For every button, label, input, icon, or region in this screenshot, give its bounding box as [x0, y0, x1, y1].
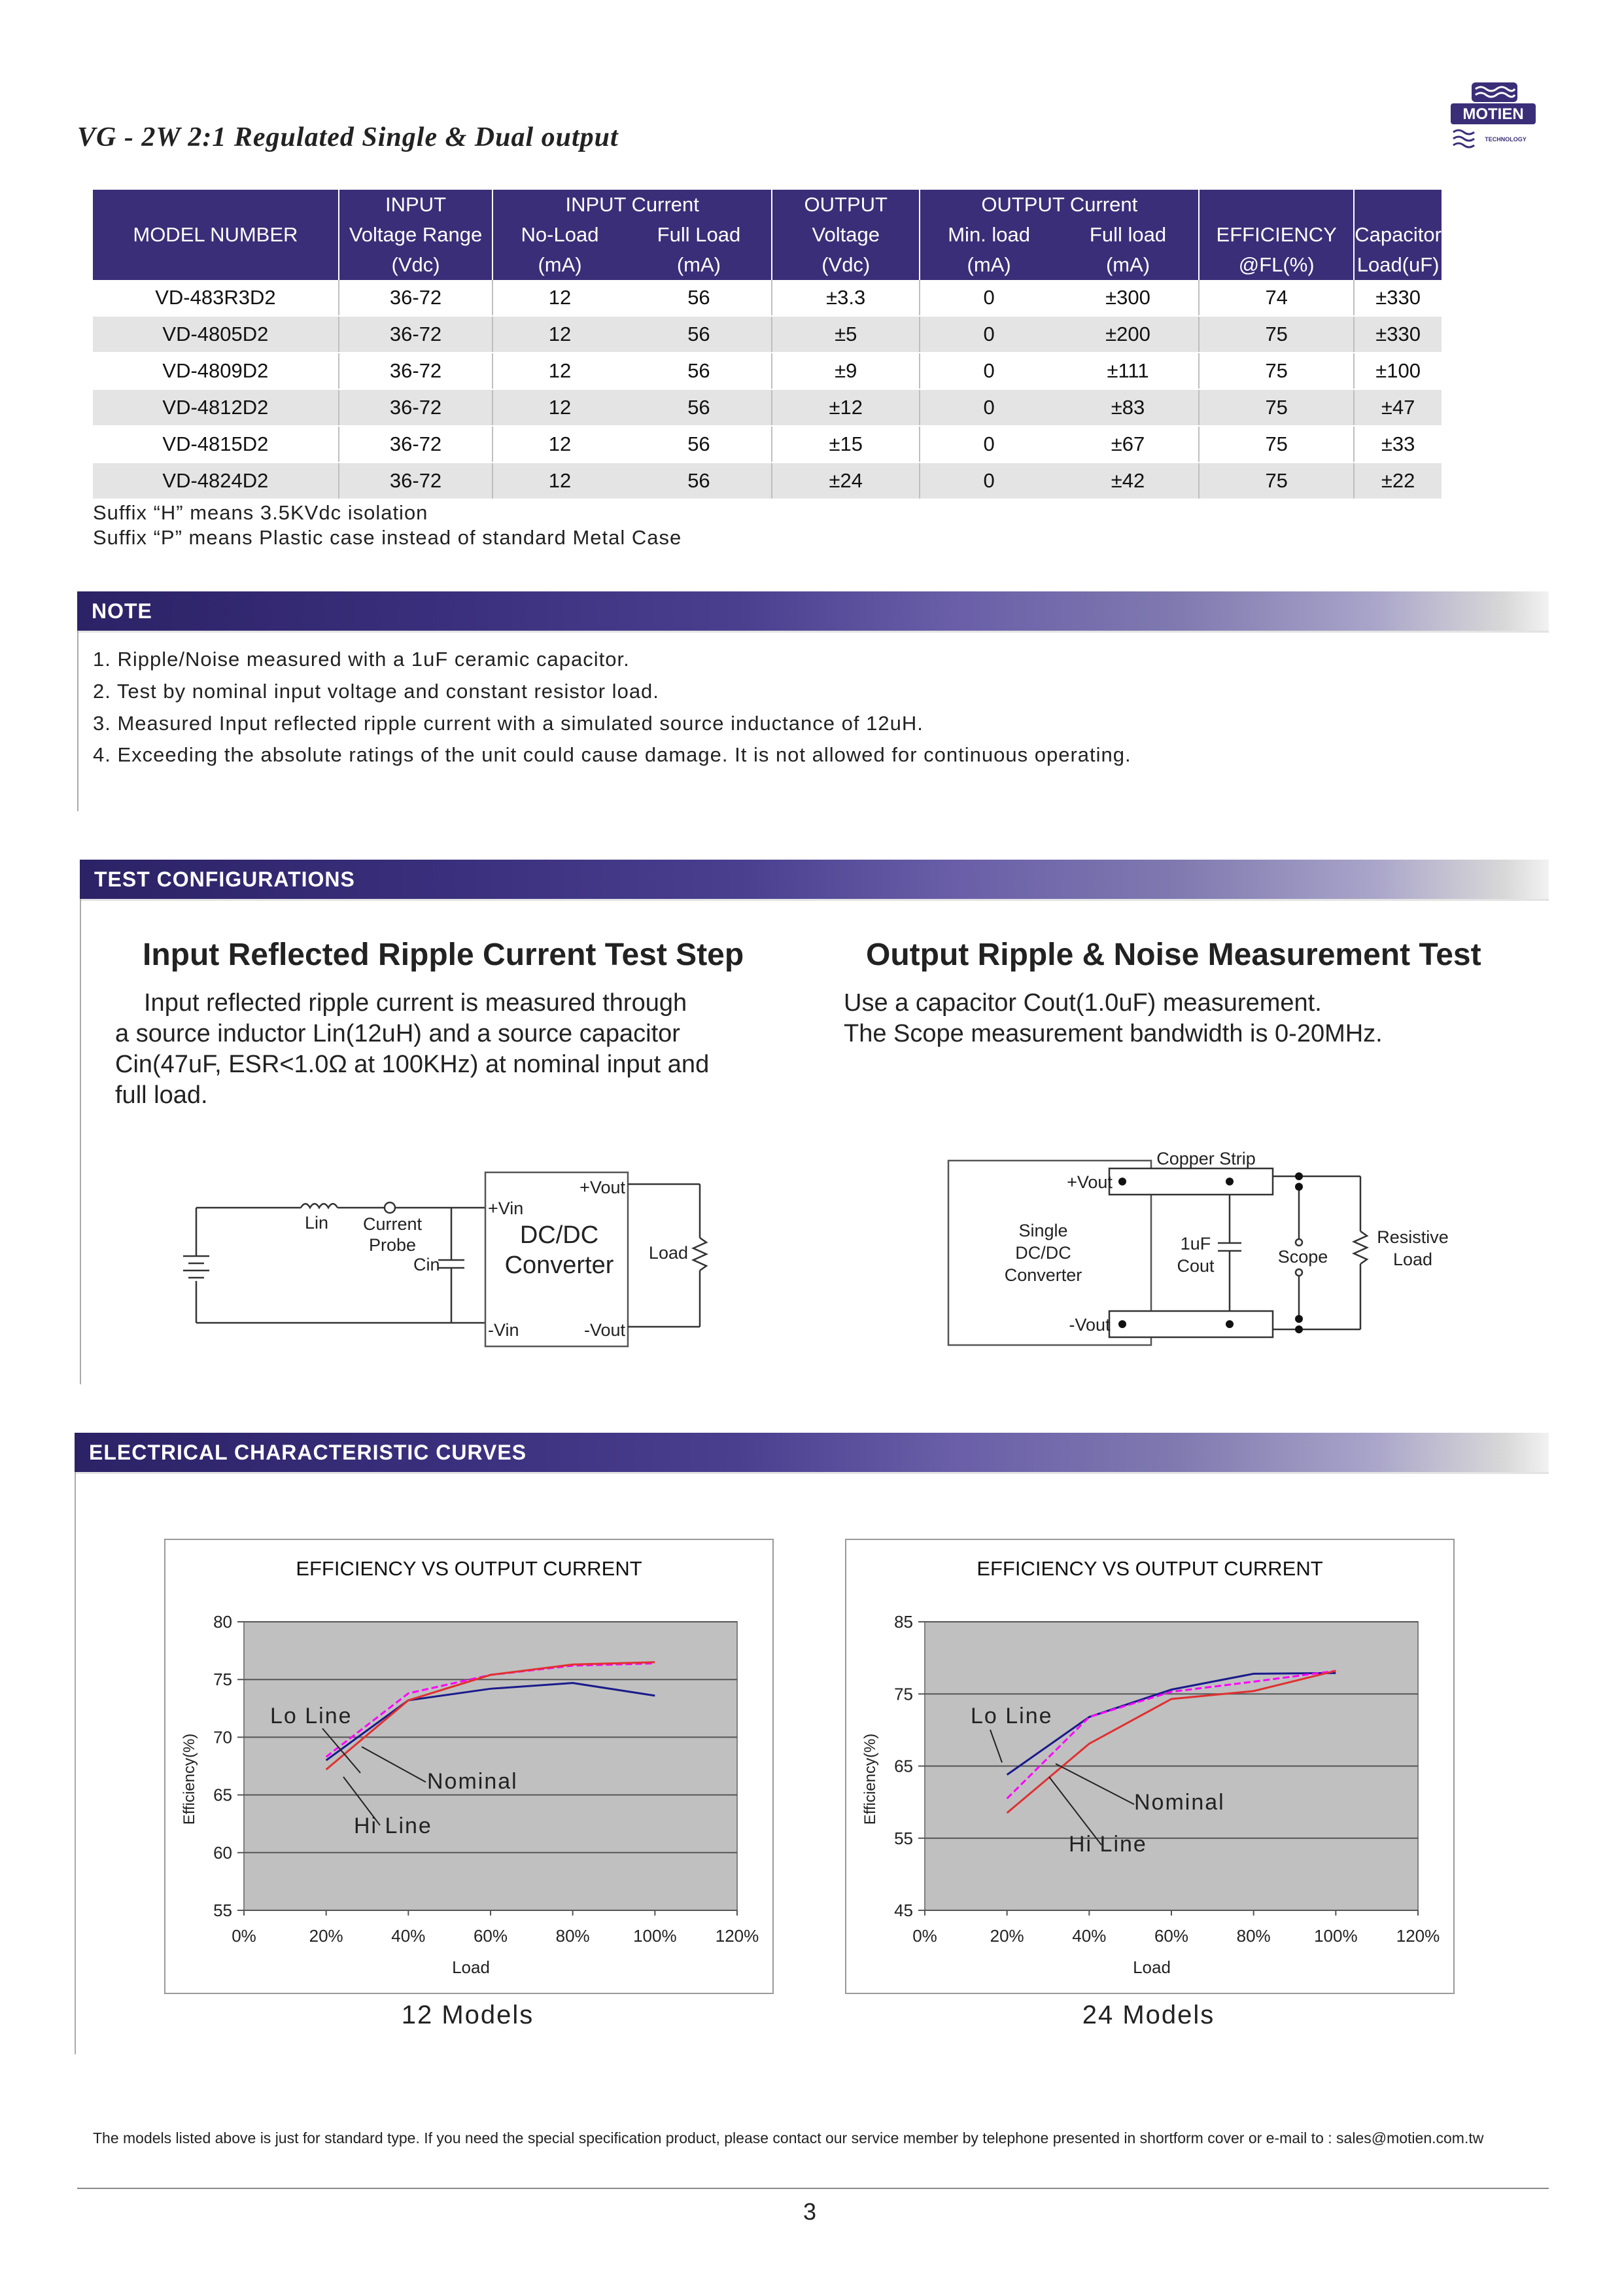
col-unit-efficiency: @FL(%): [1199, 250, 1354, 280]
table-row: [93, 426, 1442, 463]
svg-text:-Vout: -Vout: [583, 1320, 625, 1340]
table-cell: 36-72: [339, 389, 492, 426]
table-cell: ±15: [772, 426, 920, 463]
suffix-p-note: Suffix “P” means Plastic case instead of standard Metal Case: [93, 526, 682, 549]
note-item-3: 3. Measured Input reflected ripple current with a simulated source inductance of 12uH.: [93, 712, 924, 735]
ripple-noise-heading: Output Ripple & Noise Measurement Test: [866, 937, 1481, 972]
model-number-cell: VD-4812D2: [93, 389, 339, 426]
x-tick-label: 20%: [990, 1926, 1024, 1946]
svg-text:Converter: Converter: [1004, 1265, 1082, 1285]
x-tick-label: 0%: [232, 1926, 256, 1946]
col-header-output: OUTPUT: [772, 190, 920, 220]
note-left-rule: [77, 631, 78, 811]
y-tick-label: 85: [894, 1612, 913, 1632]
svg-text:Cin: Cin: [413, 1255, 440, 1274]
svg-text:Load: Load: [648, 1243, 688, 1263]
x-tick-label: 120%: [1396, 1926, 1440, 1946]
table-cell: 12: [492, 426, 627, 463]
col-header-input: INPUT: [339, 190, 492, 220]
col-header-efficiency-blank: [1199, 190, 1354, 220]
svg-text:Copper Strip: Copper Strip: [1156, 1149, 1256, 1168]
table-cell: 12: [492, 353, 627, 389]
svg-text:Resistive: Resistive: [1377, 1227, 1449, 1247]
note-section-bar: [77, 591, 1549, 631]
col-header-model: MODEL NUMBER: [93, 190, 339, 280]
curves-section-bar: [75, 1433, 1549, 1472]
y-tick-label: 45: [894, 1901, 913, 1920]
col-unit-input: (Vdc): [339, 250, 492, 280]
svg-text:Cout: Cout: [1177, 1256, 1215, 1276]
col-header-input-current: INPUT Current: [492, 190, 772, 220]
y-tick-label: 65: [894, 1756, 913, 1776]
annotation-label: Lo Line: [270, 1704, 353, 1728]
test-config-left-rule: [80, 899, 81, 1384]
note-item-2: 2. Test by nominal input voltage and constant resistor load.: [93, 680, 659, 703]
table-cell: ±330: [1354, 316, 1442, 353]
table-cell: ±9: [772, 353, 920, 389]
load-resistor: [693, 1238, 706, 1270]
table-cell: 12: [492, 463, 627, 499]
y-tick-label: 75: [213, 1670, 232, 1690]
table-cell: 56: [627, 316, 772, 353]
document-title: VG - 2W 2:1 Regulated Single & Dual output: [77, 122, 619, 152]
model-number-cell: VD-4824D2: [93, 463, 339, 499]
table-header-row-1: [93, 190, 1442, 220]
table-cell: 75: [1199, 316, 1354, 353]
ripple-current-line-4: full load.: [115, 1081, 208, 1109]
svg-text:Converter: Converter: [504, 1252, 614, 1279]
suffix-h-note: Suffix “H” means 3.5KVdc isolation: [93, 501, 428, 524]
ripple-current-heading: Input Reflected Ripple Current Test Step: [143, 937, 744, 972]
svg-text:MOTIEN: MOTIEN: [1462, 105, 1524, 123]
model-number-cell: VD-4809D2: [93, 353, 339, 389]
svg-text:-Vin: -Vin: [488, 1320, 519, 1340]
svg-text:Probe: Probe: [368, 1235, 417, 1255]
x-tick-label: 60%: [473, 1926, 508, 1946]
col-unit-noload: (mA): [492, 250, 627, 280]
table-cell: 36-72: [339, 463, 492, 499]
y-axis-label: Efficiency(%): [181, 1733, 198, 1825]
table-cell: 36-72: [339, 353, 492, 389]
ripple-noise-line-1: Use a capacitor Cout(1.0uF) measurement.: [844, 989, 1322, 1017]
svg-text:DC/DC: DC/DC: [519, 1221, 599, 1249]
annotation-label: Hi Line: [354, 1813, 432, 1838]
svg-text:Lin: Lin: [305, 1213, 329, 1233]
table-row: [93, 353, 1442, 389]
footer-note: The models listed above is just for standard type. If you need the special specification product, please contact our service member by telephone presented in shortform cover or e-mail to : sales@motien.com.tw: [93, 2129, 1484, 2146]
table-cell: 56: [627, 353, 772, 389]
test-config-divider: [80, 899, 1549, 901]
test-config-title: TEST CONFIGURATIONS: [94, 867, 355, 891]
table-cell: 75: [1199, 353, 1354, 389]
x-tick-label: 20%: [309, 1926, 343, 1946]
col-header-efficiency: EFFICIENCY: [1199, 220, 1354, 250]
svg-text:DC/DC: DC/DC: [1015, 1243, 1071, 1263]
col-unit-output-fullload: (mA): [1058, 250, 1199, 280]
y-tick-label: 55: [894, 1828, 913, 1848]
col-header-voltage-range: Voltage Range: [339, 220, 492, 250]
chart-box-12-models: [164, 1539, 774, 1994]
col-header-noload: No-Load: [492, 220, 627, 250]
table-cell: 12: [492, 280, 627, 316]
col-unit-capacitor: Load(uF): [1354, 250, 1442, 280]
scope-probe-top: [1296, 1239, 1302, 1246]
ripple-current-line-2: a source inductor Lin(12uH) and a source capacitor: [115, 1020, 680, 1047]
resistive-load: [1354, 1231, 1367, 1264]
chart-title: EFFICIENCY VS OUTPUT CURRENT: [296, 1557, 642, 1580]
motien-logo: [1451, 79, 1536, 152]
table-cell: 56: [627, 389, 772, 426]
y-axis-label: Efficiency(%): [861, 1733, 879, 1825]
svg-text:TECHNOLOGY: TECHNOLOGY: [1485, 136, 1527, 143]
table-cell: 56: [627, 426, 772, 463]
y-tick-label: 60: [213, 1842, 232, 1863]
table-cell: 74: [1199, 280, 1354, 316]
ripple-current-line-3: Cin(47uF, ESR<1.0Ω at 100KHz) at nominal input and: [115, 1051, 710, 1078]
col-header-minload: Min. load: [920, 220, 1058, 250]
y-tick-label: 75: [894, 1684, 913, 1704]
table-cell: ±67: [1058, 426, 1199, 463]
plot-area: [244, 1622, 737, 1910]
table-cell: 56: [627, 463, 772, 499]
chart-title: EFFICIENCY VS OUTPUT CURRENT: [976, 1557, 1323, 1580]
svg-text:+Vout: +Vout: [579, 1178, 625, 1197]
model-number-cell: VD-4805D2: [93, 316, 339, 353]
chart-caption-12-models: 12 Models: [401, 2001, 534, 2029]
copper-strip-bottom: [1109, 1311, 1273, 1337]
annotation-label: Hi Line: [1069, 1832, 1147, 1857]
table-cell: ±111: [1058, 353, 1199, 389]
ripple-noise-circuit-diagram: [942, 1145, 1478, 1354]
table-cell: 0: [920, 389, 1058, 426]
table-cell: ±5: [772, 316, 920, 353]
col-header-output-fullload: Full load: [1058, 220, 1199, 250]
col-header-capacitor: Capacitor: [1354, 220, 1442, 250]
svg-text:1uF: 1uF: [1180, 1234, 1211, 1253]
x-tick-label: 100%: [633, 1926, 677, 1946]
chart-box-24-models: [845, 1539, 1455, 1994]
x-tick-label: 40%: [391, 1926, 426, 1946]
table-cell: ±3.3: [772, 280, 920, 316]
table-cell: ±200: [1058, 316, 1199, 353]
table-cell: 0: [920, 463, 1058, 499]
y-tick-label: 65: [213, 1785, 232, 1805]
table-cell: 12: [492, 316, 627, 353]
annotation-label: Nominal: [427, 1769, 518, 1794]
table-cell: 75: [1199, 463, 1354, 499]
x-tick-label: 80%: [1236, 1926, 1271, 1946]
table-cell: 75: [1199, 426, 1354, 463]
col-header-output-current: OUTPUT Current: [920, 190, 1199, 220]
svg-text:Single: Single: [1018, 1221, 1068, 1240]
scope-probe-bottom: [1296, 1269, 1302, 1276]
table-cell: 12: [492, 389, 627, 426]
current-probe: [385, 1202, 395, 1213]
note-item-4: 4. Exceeding the absolute ratings of the unit could cause damage. It is not allowed for continuous operating.: [93, 743, 1132, 766]
svg-text:Load: Load: [1392, 1250, 1433, 1269]
svg-text:-Vout: -Vout: [1069, 1315, 1111, 1335]
table-cell: ±22: [1354, 463, 1442, 499]
table-cell: 56: [627, 280, 772, 316]
spec-table: [93, 190, 1442, 500]
efficiency-chart-24-models: [846, 1540, 1453, 1993]
test-config-section-bar: [80, 860, 1549, 899]
table-cell: ±300: [1058, 280, 1199, 316]
table-cell: ±33: [1354, 426, 1442, 463]
col-header-fullload: Full Load: [627, 220, 772, 250]
x-tick-label: 100%: [1314, 1926, 1358, 1946]
svg-text:+Vin: +Vin: [488, 1199, 524, 1218]
table-cell: ±24: [772, 463, 920, 499]
col-unit-output: (Vdc): [772, 250, 920, 280]
col-unit-minload: (mA): [920, 250, 1058, 280]
ripple-noise-line-2: The Scope measurement bandwidth is 0-20MHz.: [844, 1020, 1383, 1047]
table-cell: 36-72: [339, 426, 492, 463]
page-number: 3: [803, 2198, 817, 2225]
table-cell: ±47: [1354, 389, 1442, 426]
table-cell: 0: [920, 280, 1058, 316]
table-cell: 36-72: [339, 280, 492, 316]
curves-divider: [75, 1472, 1549, 1474]
svg-text:Scope: Scope: [1277, 1247, 1328, 1267]
x-tick-label: 80%: [555, 1926, 590, 1946]
chart-caption-24-models: 24 Models: [1082, 2001, 1215, 2029]
x-axis-label: Load: [452, 1957, 490, 1977]
y-tick-label: 80: [213, 1612, 232, 1632]
table-row: [93, 280, 1442, 316]
y-tick-label: 55: [213, 1901, 232, 1920]
col-header-output-voltage: Voltage: [772, 220, 920, 250]
x-tick-label: 0%: [912, 1926, 937, 1946]
footer-rule: [77, 2188, 1549, 2189]
note-title: NOTE: [92, 599, 152, 623]
svg-text:Current: Current: [362, 1214, 423, 1234]
svg-text:+Vout: +Vout: [1067, 1172, 1113, 1192]
annotation-label: Nominal: [1134, 1790, 1225, 1815]
x-tick-label: 40%: [1072, 1926, 1107, 1946]
x-tick-label: 120%: [715, 1926, 759, 1946]
ripple-current-circuit-diagram: [177, 1151, 719, 1348]
ripple-current-line-1: Input reflected ripple current is measured through: [144, 989, 687, 1017]
table-row: [93, 389, 1442, 426]
table-cell: ±12: [772, 389, 920, 426]
col-unit-fullload: (mA): [627, 250, 772, 280]
ripple-noise-description: [844, 988, 1537, 1049]
table-cell: ±42: [1058, 463, 1199, 499]
table-cell: ±100: [1354, 353, 1442, 389]
table-cell: 0: [920, 316, 1058, 353]
table-cell: ±83: [1058, 389, 1199, 426]
curves-left-rule: [75, 1472, 76, 2054]
col-header-capacitor-blank: [1354, 190, 1442, 220]
table-row: [93, 463, 1442, 499]
efficiency-chart-12-models: [165, 1540, 772, 1993]
note-item-1: 1. Ripple/Noise measured with a 1uF ceramic capacitor.: [93, 648, 630, 671]
table-cell: 0: [920, 426, 1058, 463]
inductor-lin: [301, 1204, 337, 1208]
x-axis-label: Load: [1133, 1957, 1171, 1977]
copper-strip-top: [1109, 1168, 1273, 1195]
table-cell: 0: [920, 353, 1058, 389]
ripple-current-description: [115, 988, 821, 1111]
model-number-cell: VD-4815D2: [93, 426, 339, 463]
table-row: [93, 316, 1442, 353]
model-number-cell: VD-483R3D2: [93, 280, 339, 316]
x-tick-label: 60%: [1154, 1926, 1189, 1946]
table-cell: ±330: [1354, 280, 1442, 316]
y-tick-label: 70: [213, 1727, 232, 1747]
annotation-label: Lo Line: [971, 1704, 1053, 1728]
table-cell: 36-72: [339, 316, 492, 353]
curves-title: ELECTRICAL CHARACTERISTIC CURVES: [89, 1440, 527, 1464]
table-cell: 75: [1199, 389, 1354, 426]
note-divider: [77, 631, 1549, 633]
